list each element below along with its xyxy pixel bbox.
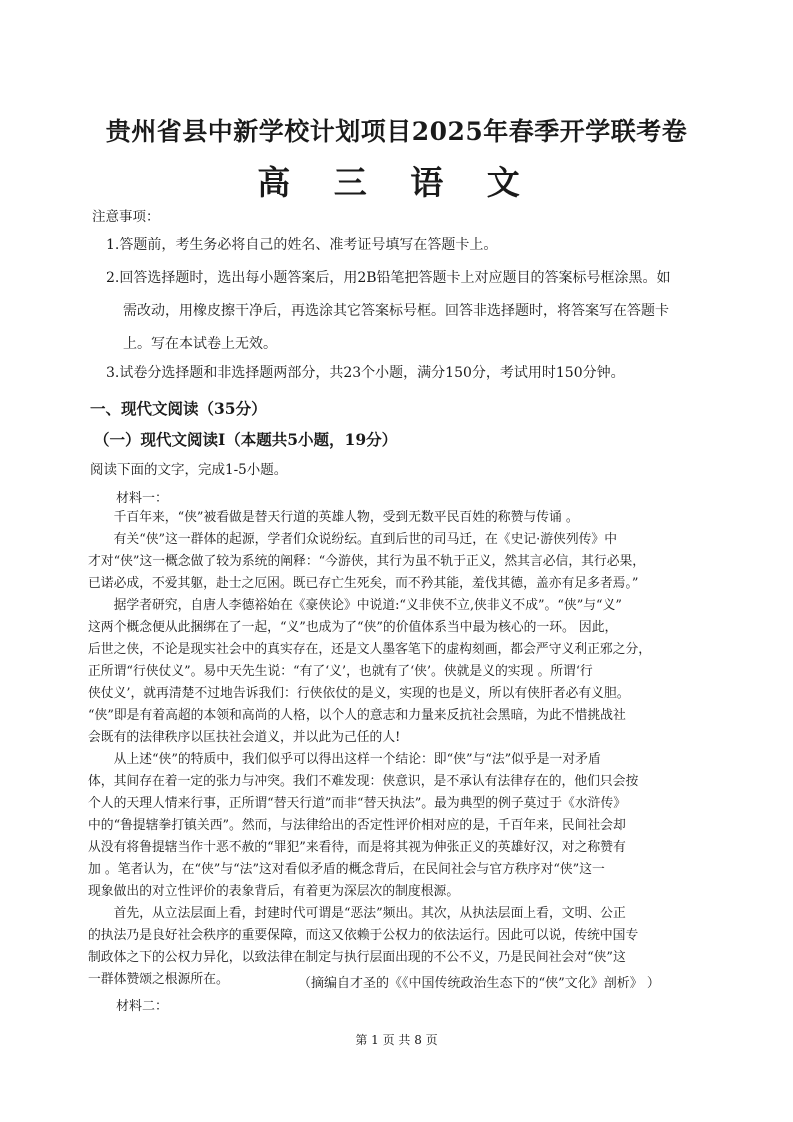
text-line: 据学者研究，自唐人李德裕始在《豪侠论》中说道:“义非侠不立,侠非义不成”。“侠”与“义” — [88, 598, 622, 613]
text-line: 制政体之下的公权力异化，以致法律在制定与执行层面出现的不公不义，乃是民间社会对“侠”这 — [88, 950, 626, 965]
text-line: “侠”即是有着高超的本领和高尚的人格，以个人的意志和力量来反抗社会黑暗，为此不惜挑战社 — [88, 708, 626, 723]
text-line: 侠仗义’，就再清楚不过地告诉我们：行侠依仗的是义，实现的也是义，所以有侠肝者必有义胆。 — [88, 686, 630, 701]
material-2-label: 材料二： — [116, 999, 169, 1014]
text-line: 从没有将鲁提辖当作十恶不赦的“罪犯”来看待，而是将其视为伸张正义的英雄好汉，对之称赞有 — [88, 840, 626, 855]
exam-title: 贵州省县中新学校计划项目2025年春季开学联考卷 — [105, 117, 688, 146]
subject-title: 高 三 语 文 — [257, 163, 536, 202]
material-1-label: 材料一： — [116, 491, 169, 506]
text-line: 个人的天理人情来行事，正所谓“替天行道”而非“替天执法”。最为典型的例子莫过于《水浒传》 — [88, 796, 627, 811]
notice-item-2 — [106, 262, 726, 361]
notice-item-2-line-3: 上。写在本试卷上无效。 — [123, 336, 277, 352]
text-line: 加 。笔者认为，在“侠”与“法”这对看似矛盾的概念背后，在民间社会与官方秩序对“侠”这一 — [88, 862, 605, 877]
text-line: 会既有的法律秩序以匡扶社会道义，并以此为己任的人! — [88, 730, 401, 745]
text-line: 现象做出的对立性评价的表象背后，有着更为深层次的制度根源。 — [88, 884, 460, 899]
notice-item-2-line-1: 2.回答选择题时，选出每小题答案后，用2B铅笔把答题卡上对应题目的答案标号框涂黑。如 — [106, 270, 671, 286]
section-heading: 一、现代文阅读（35分） — [90, 399, 267, 418]
text-line: 有关“侠”这一群体的起源，学者们众说纷纭。直到后世的司马迁，在《史记·游侠列传》中 — [88, 532, 618, 547]
text-line: 正所谓“行侠仗义”。易中天先生说：“有了‘义’，也就有了‘侠’。侠就是义的实现 。所谓‘行 — [88, 664, 593, 679]
text-line: 后世之侠，不论是现实社会中的真实存在，还是文人墨客笔下的虚构刻画，都会严守义利正邪之分， — [88, 642, 652, 657]
notice-item-2-line-2: 需改动，用橡皮擦干净后，再选涂其它答案标号框。回答非选择题时，将答案写在答题卡 — [123, 303, 669, 319]
page-footer: 第 1 页 共 8 页 — [355, 1033, 438, 1047]
subsection-heading: （一）现代文阅读Ⅰ（本题共5小题，19分） — [94, 430, 398, 449]
text-line: 已诺必成，不爱其躯，赴士之厄困。既已存亡生死矣，而不矜其能，羞伐其德，盖亦有足多者焉。” — [88, 576, 639, 591]
text-line: 体，其间存在着一定的张力与冲突。我们不难发现：侠意识，是不承认有法律存在的，他们只会按 — [88, 774, 639, 789]
text-line: 一群体赞颂之根源所在。 — [88, 972, 229, 987]
reading-instruction: 阅读下面的文字，完成1-5小题。 — [90, 462, 288, 478]
text-line: 这两个概念便从此捆绑在了一起，“义”也成为了“侠”的价值体系当中最为核心的一环。 因此， — [88, 620, 618, 635]
text-line: 首先，从立法层面上看，封建时代可谓是“恶法”频出。其次，从执法层面上看，文明、公正 — [88, 906, 626, 921]
text-line: 中的“鲁提辖拳打镇关西”。然而，与法律给出的否定性评价相对应的是，千百年来，民间社会却 — [88, 818, 626, 833]
notice-item-1: 1.答题前，考生务必将自己的姓名、准考证号填写在答题卡上。 — [106, 237, 498, 253]
text-line: 才对“侠”这一概念做了较为系统的阐释：“今游侠，其行为虽不轨于正义，然其言必信，其行必果， — [88, 554, 646, 569]
notice-heading: 注意事项： — [92, 209, 160, 225]
text-line: 从上述“侠”的特质中，我们似乎可以得出这样一个结论：即“侠”与“法”似乎是一对矛盾 — [88, 752, 601, 767]
notice-item-3: 3.试卷分选择题和非选择题两部分，共23个小题，满分150分，考试用时150分钟。 — [106, 365, 625, 381]
material-1-text — [88, 507, 706, 991]
text-line: 的执法乃是良好社会秩序的重要保障，而这又依赖于公权力的依法运行。因此可以说，传统中国专 — [88, 928, 639, 943]
source-citation: （摘编自才圣的《《中国传统政治生态下的“侠”文化》剖析》 ） — [298, 976, 660, 991]
text-line: 千百年来，“侠”被看做是替天行道的英雄人物，受到无数平民百姓的称赞与传诵 。 — [88, 510, 579, 525]
